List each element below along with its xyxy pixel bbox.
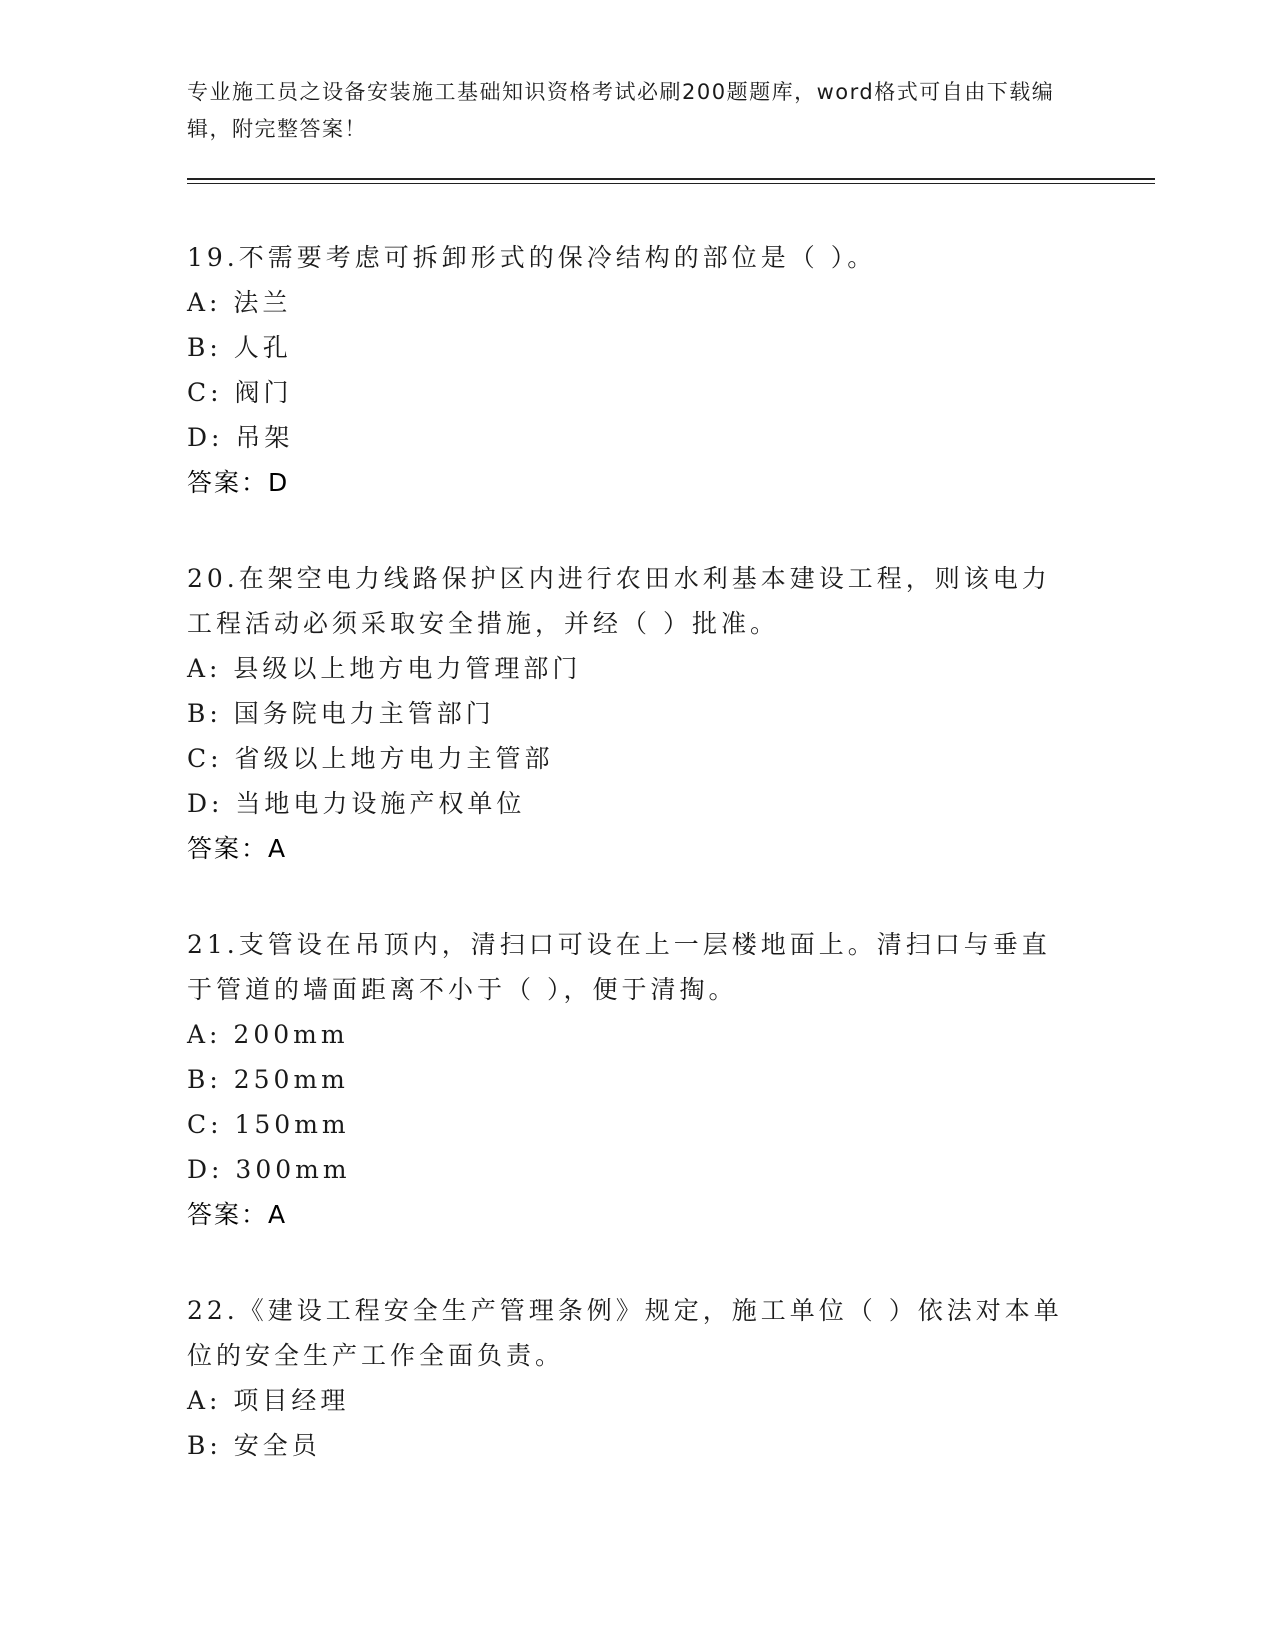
answer-label: 答案：D <box>187 468 290 497</box>
document-header <box>187 74 1067 148</box>
option-b: B: 国务院电力主管部门 <box>187 699 495 728</box>
option-a: A: 县级以上地方电力管理部门 <box>187 654 582 683</box>
option-b: B: 250mm <box>187 1065 349 1094</box>
question-stem: 19.不需要考虑可拆卸形式的保冷结构的部位是（ ）。 <box>187 243 877 272</box>
option-b: B: 安全员 <box>187 1431 321 1460</box>
option-d: D: 吊架 <box>187 423 294 452</box>
header-divider-thin <box>187 183 1155 184</box>
answer-label: 答案：A <box>187 1200 288 1229</box>
question-stem: 20.在架空电力线路保护区内进行农田水利基本建设工程，则该电力工程活动必须采取安全措施，并经（ ）批准。 <box>187 564 1051 638</box>
option-c: C: 省级以上地方电力主管部 <box>187 744 554 773</box>
header-title: 专业施工员之设备安装施工基础知识资格考试必刷200题题库，word格式可自由下载编辑，附完整答案！ <box>187 80 1055 141</box>
answer-label: 答案：A <box>187 834 288 863</box>
question-list <box>187 235 1087 1519</box>
question-19 <box>187 235 1087 505</box>
option-b: B: 人孔 <box>187 333 292 362</box>
question-22 <box>187 1288 1087 1468</box>
question-stem: 22.《建设工程安全生产管理条例》规定，施工单位（ ）依法对本单位的安全生产工作全面负责。 <box>187 1296 1063 1370</box>
option-a: A: 法兰 <box>187 288 292 317</box>
option-a: A: 项目经理 <box>187 1386 350 1415</box>
option-c: C: 阀门 <box>187 378 293 407</box>
option-c: C: 150mm <box>187 1110 350 1139</box>
option-a: A: 200mm <box>187 1020 349 1049</box>
question-20 <box>187 556 1087 871</box>
header-divider-thick <box>187 178 1155 180</box>
option-d: D: 300mm <box>187 1155 351 1184</box>
question-stem: 21.支管设在吊顶内，清扫口可设在上一层楼地面上。清扫口与垂直于管道的墙面距离不小于（ ），便于清掏。 <box>187 930 1051 1004</box>
option-d: D: 当地电力设施产权单位 <box>187 789 526 818</box>
question-21 <box>187 922 1087 1237</box>
